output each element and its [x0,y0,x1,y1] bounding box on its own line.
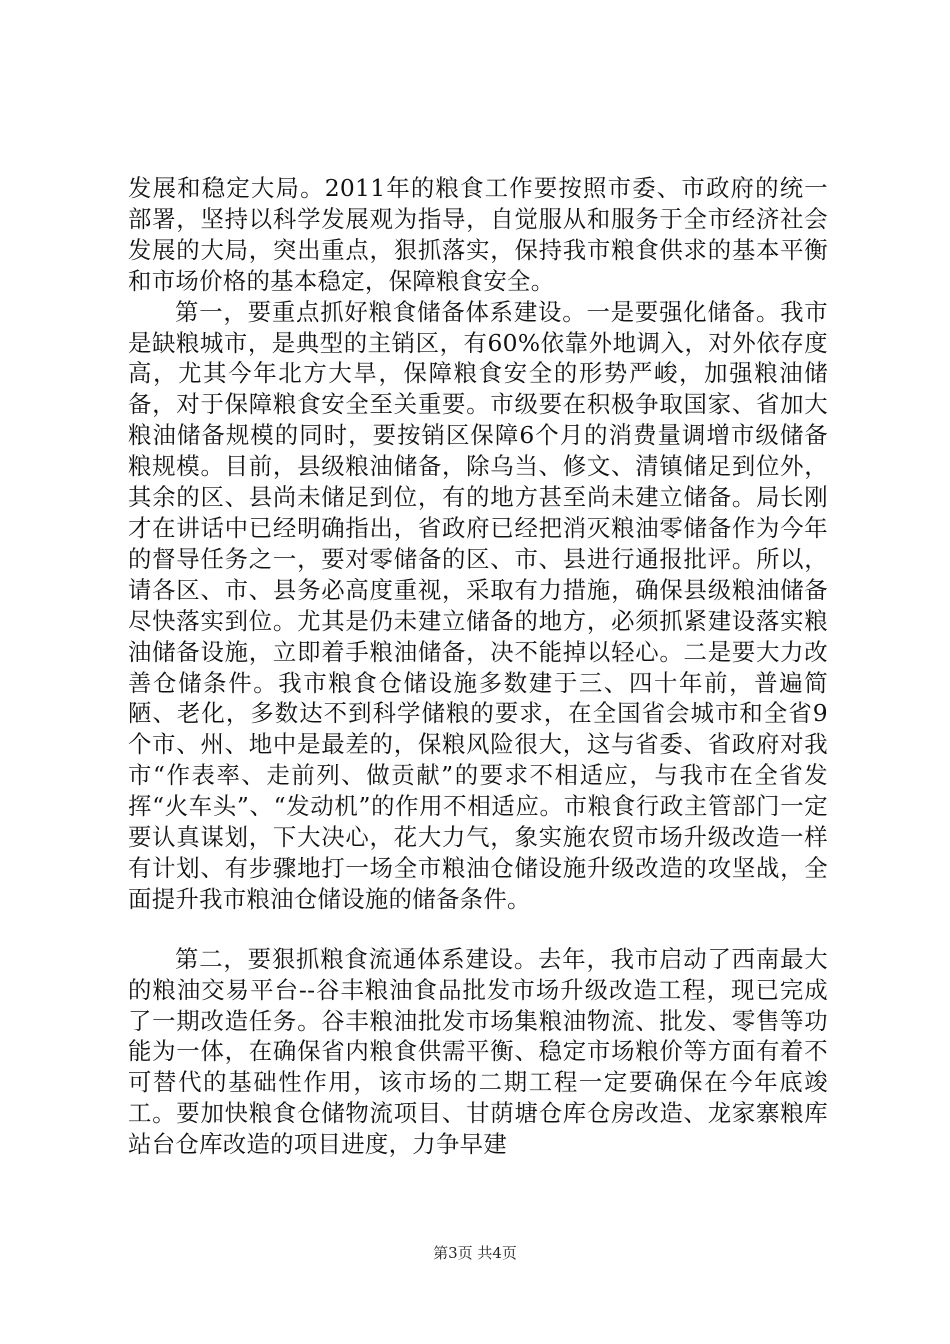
page-footer: 第3页 共4页 [433,1244,517,1262]
document-body [128,173,828,1160]
paragraph-grain-circulation: 第二，要狠抓粮食流通体系建设。去年，我市启动了西南最大的粮油交易平台--谷丰粮油食品批发市场升级改造工程，现已完成了一期改造任务。谷丰粮油批发市场集粮油物流、批发、零售等功能为一体，在确保省内粮食供需平衡、稳定市场粮价等方面有着不可替代的基础性作用，该市场的二期工程一定要确保在今年底竣工。要加快粮食仓储物流项目、甘荫塘仓库仓房改造、龙家寨粮库站台仓库改造的项目进度，力争早建 [128,944,828,1159]
paragraph-continuation: 发展和稳定大局。2011年的粮食工作要按照市委、市政府的统一部署，坚持以科学发展观为指导，自觉服从和服务于全市经济社会发展的大局，突出重点，狠抓落实，保持我市粮食供求的基本平衡和市场价格的基本稳定，保障粮食安全。 [128,174,828,295]
paragraph-grain-reserve: 第一，要重点抓好粮食储备体系建设。一是要强化储备。我市是缺粮城市，是典型的主销区，有60%依靠外地调入，对外依存度高，尤其今年北方大旱，保障粮食安全的形势严峻，加强粮油储备，对于保障粮食安全至关重要。市级要在积极争取国家、省加大粮油储备规模的同时，要按销区保障6个月的消费量调增市级储备粮规模。目前，县级粮油储备，除乌当、修文、清镇储足到位外，其余的区、县尚未储足到位，有的地方甚至尚未建立储备。局长刚才在讲话中已经明确指出，省政府已经把消灭粮油零储备作为今年的督导任务之一，要对零储备的区、市、县进行通报批评。所以，请各区、市、县务必高度重视，采取有力措施，确保县级粮油储备尽快落实到位。尤其是仍未建立储备的地方，必须抓紧建设落实粮油储备设施，立即着手粮油储备，决不能掉以轻心。二是要大力改善仓储条件。我市粮食仓储设施多数建于三、四十年前，普遍简陋、老化，多数达不到科学储粮的要求，在全国省会城市和全省9个市、州、地中是最差的，保粮风险很大，这与省委、省政府对我市“作表率、走前列、做贡献”的要求不相适应，与我市在全省发挥“火车头”、“发动机”的作用不相适应。市粮食行政主管部门一定要认真谋划，下大决心，花大力气，象实施农贸市场升级改造一样有计划、有步骤地打一场全市粮油仓储设施升级改造的攻坚战，全面提升我市粮油仓储设施的储备条件。 [128,297,828,913]
